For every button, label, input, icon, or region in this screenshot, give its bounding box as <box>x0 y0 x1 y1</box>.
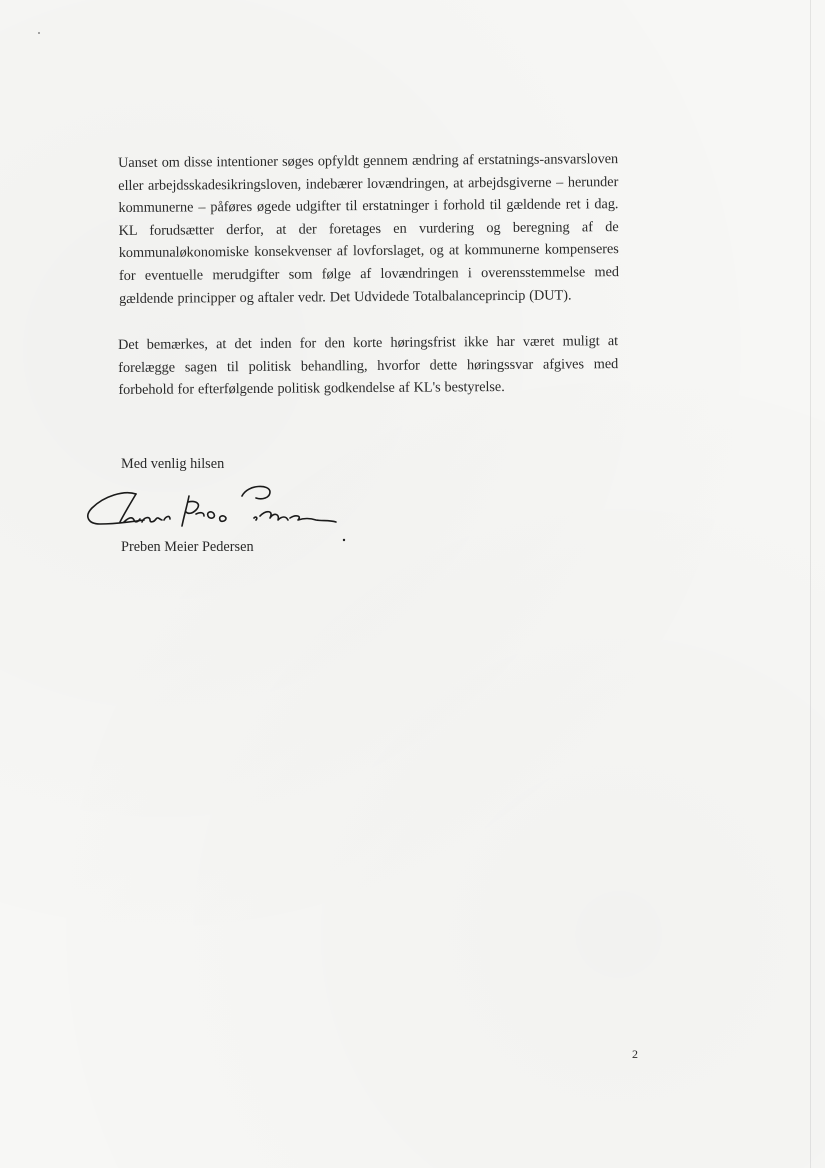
body-paragraph-1: Uanset om disse intentioner søges opfyldt gennem ændring af erstatnings-ansvarsloven eller arbejdsskadesikringsloven, indebærer lovændringen, at arbejdsgiverne – herunder kommunerne – påføres øgede udgifter til erstatninger i forhold til gældende ret i dag. KL forudsætter derfor, at der foretages en vurdering og beregning af de kommunaløkonomiske konsekvenser af lovforslaget, og at kommunerne kompenseres for eventuelle merudgifter som følge af lovændringen i overensstemmelse med gældende principper og aftaler vedr. Det Udvidede Totalbalanceprincip (DUT). <box>118 151 620 307</box>
scan-speck <box>38 32 40 34</box>
signer-name: Preben Meier Pedersen <box>121 539 254 555</box>
page-number: 2 <box>632 1047 638 1061</box>
page-edge-line <box>810 0 811 1168</box>
closing-phrase: Med venlig hilsen <box>121 456 225 472</box>
body-paragraph-2: Det bemærkes, at det inden for den korte høringsfrist ikke har været muligt at forelægge sagen til politisk behandling, hvorfor dette høringssvar afgives med forbehold for efterfølgende politisk godkendelse af KL's bestyrelse. <box>118 333 619 399</box>
